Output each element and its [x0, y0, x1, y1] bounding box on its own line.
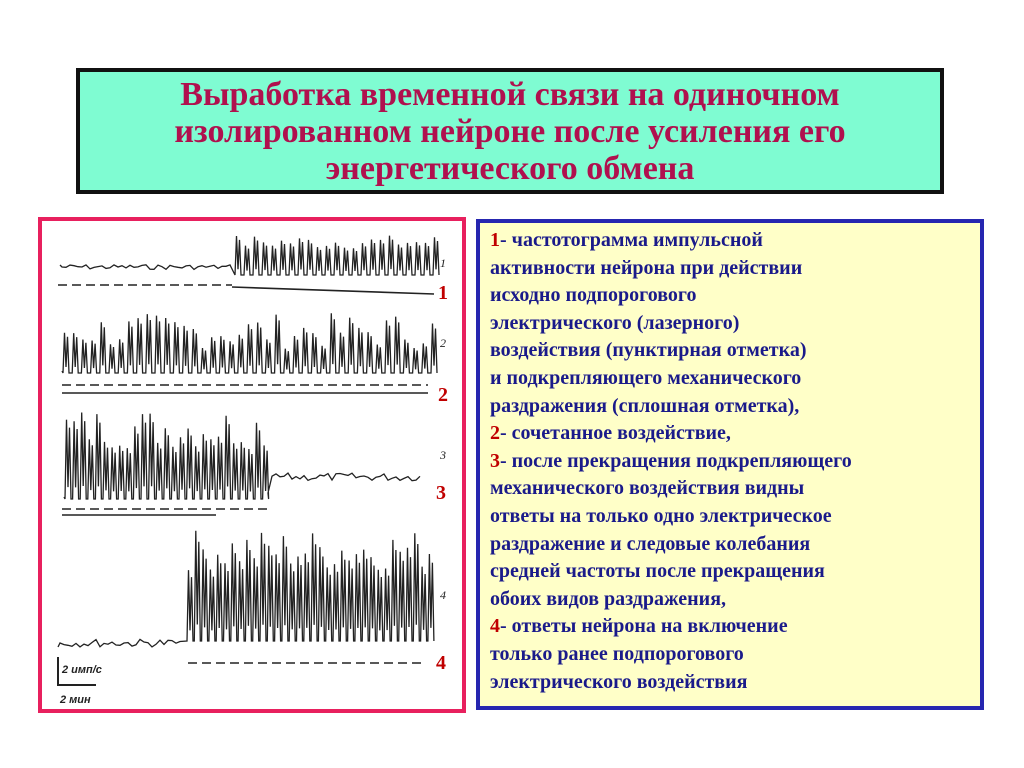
trace-plot-area	[42, 221, 462, 709]
caption-line-text: электрического воздействия	[490, 670, 748, 693]
caption-line-text: раздражения (сплошная отметка),	[490, 394, 800, 417]
caption-line	[490, 669, 980, 697]
caption-line-text: - ответы нейрона на включение	[500, 615, 788, 638]
caption-item-number: 2	[490, 422, 500, 445]
caption-line	[490, 531, 980, 559]
caption-line	[490, 586, 980, 614]
caption-lines	[490, 227, 980, 696]
caption-line-text: механического воздействия видны	[490, 477, 805, 500]
caption-line-text: средней частоты после прекращения	[490, 560, 825, 583]
caption-line	[490, 227, 980, 255]
caption-line-text: только ранее подпорогового	[490, 642, 744, 665]
caption-item-number: 1	[490, 229, 500, 251]
trace-3-line	[64, 413, 420, 500]
trace-1-number: 1	[438, 282, 448, 304]
trace-3-number: 3	[436, 482, 446, 504]
caption-line	[490, 310, 980, 338]
scale-time-label: 2 мин	[60, 694, 91, 706]
caption-line	[490, 420, 980, 448]
caption-line	[490, 448, 980, 476]
caption-line-text: электрического (лазерного)	[490, 311, 740, 334]
caption-line	[490, 365, 980, 393]
title-line-2: изолированном нейроне после усиления его	[174, 112, 846, 150]
caption-line-text: раздражение и следовые колебания	[490, 532, 811, 555]
title-box	[76, 68, 944, 194]
caption-item-number: 3	[490, 449, 500, 472]
caption-line	[490, 255, 980, 283]
caption-line-text: исходно подпорогового	[490, 284, 697, 307]
caption-line-text: - частотограмма импульсной	[500, 229, 763, 251]
caption-line	[490, 337, 980, 365]
scale-rate-label: 2 имп/с	[62, 664, 102, 676]
trace-4-number: 4	[436, 652, 446, 674]
caption-line-text: активности нейрона при действии	[490, 256, 803, 279]
trace-2-italic-label: 2	[440, 336, 446, 350]
caption-line-text: воздействия (пунктирная отметка)	[490, 339, 807, 362]
caption-item-number: 4	[490, 615, 500, 638]
caption-line	[490, 282, 980, 310]
caption-line-text: - сочетанное воздействие,	[500, 422, 731, 445]
title-line-1: Выработка временной связи на одиночном	[180, 75, 840, 113]
caption-line-text: обоих видов раздражения,	[490, 587, 727, 610]
trace-4-line	[58, 531, 434, 647]
trace-1-solid-mark	[232, 287, 434, 294]
title-line-3: энергетического обмена	[325, 149, 695, 187]
trace-2-line	[62, 313, 437, 373]
trace-2-number: 2	[438, 384, 448, 406]
trace-4-italic-label: 4	[440, 588, 446, 602]
caption-line-text: - после прекращения подкрепляющего	[500, 449, 852, 472]
caption-line	[490, 558, 980, 586]
caption-panel	[476, 219, 984, 710]
trace-1-line	[60, 236, 439, 275]
caption-line-text: и подкрепляющего механического	[490, 366, 802, 389]
frequency-trace-figure	[38, 217, 466, 713]
caption-line	[490, 475, 980, 503]
caption-line	[490, 393, 980, 421]
caption-line	[490, 613, 980, 641]
trace-3-italic-label: 3	[440, 448, 446, 462]
caption-line	[490, 641, 980, 669]
trace-1-italic-label: 1	[440, 256, 446, 270]
caption-line	[490, 503, 980, 531]
caption-line-text: ответы на только одно электрическое	[490, 504, 832, 527]
